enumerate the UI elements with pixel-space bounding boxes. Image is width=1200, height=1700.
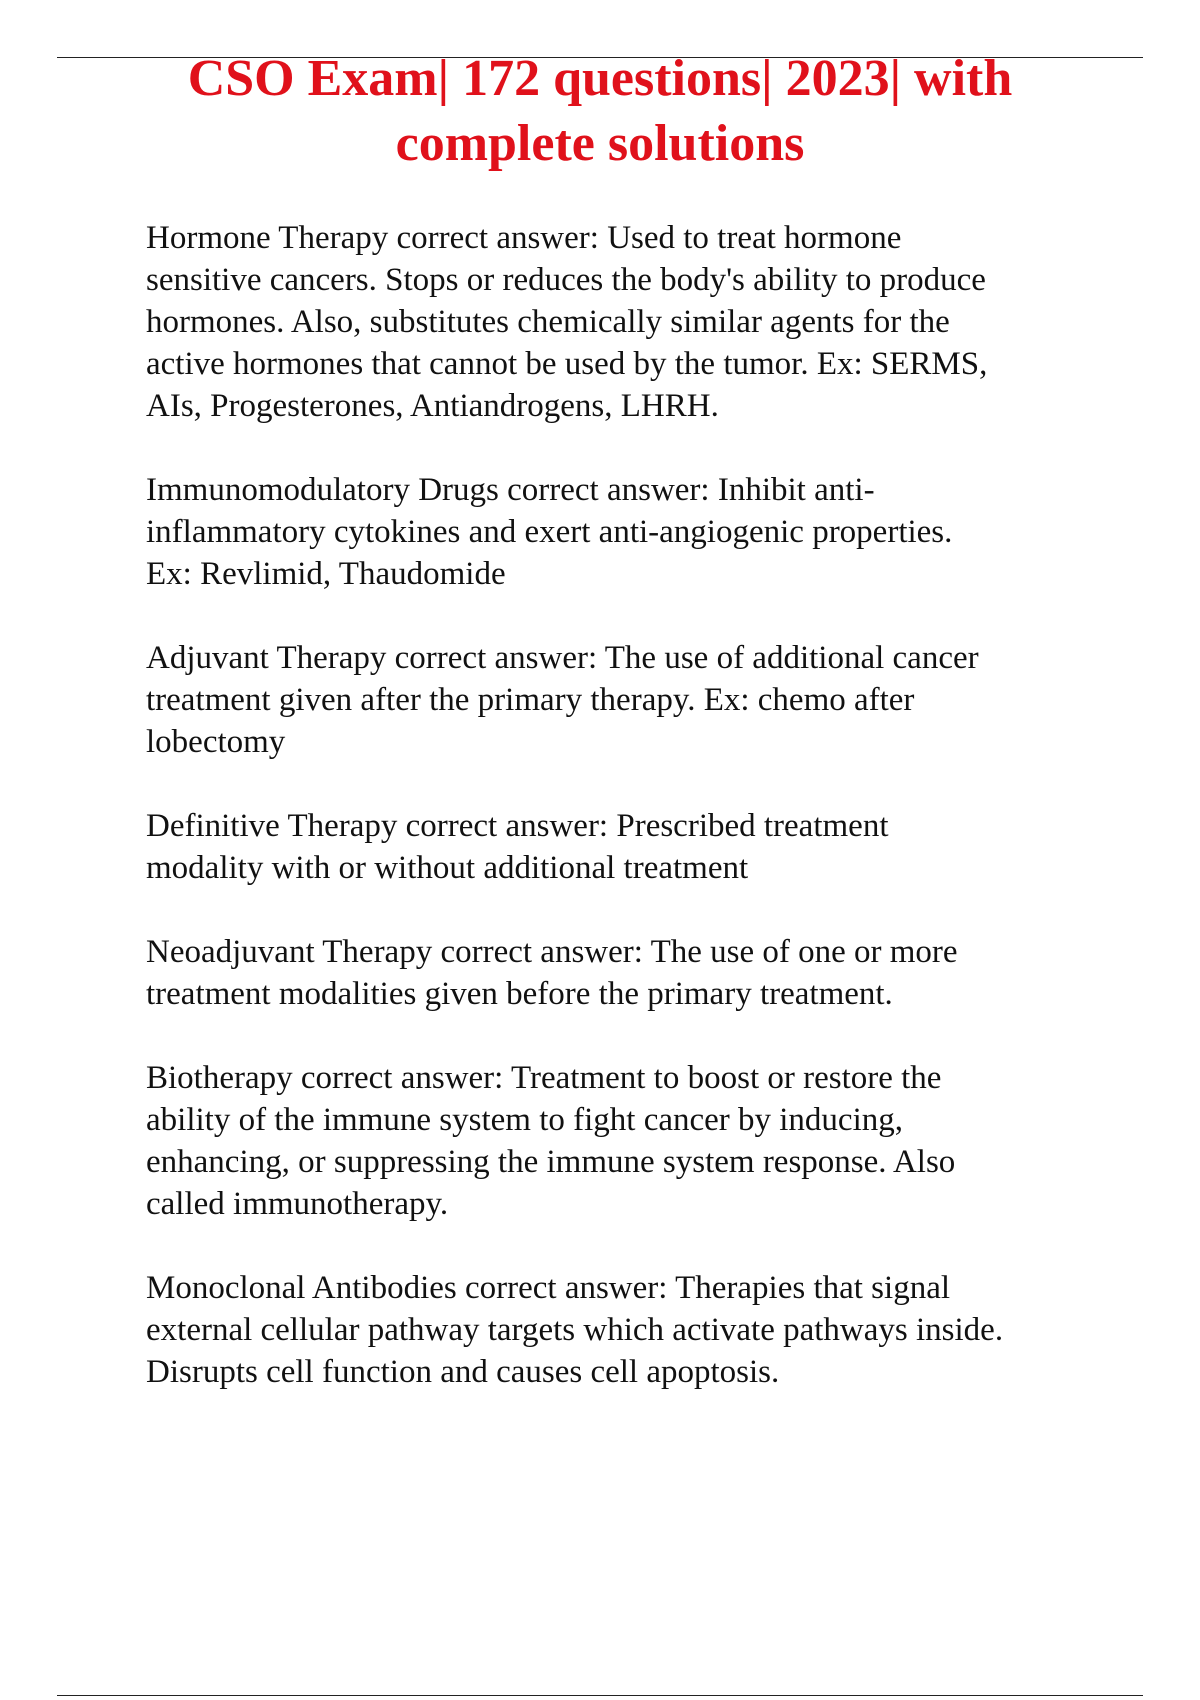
entry-line: Monoclonal Antibodies correct answer: Therapies that signal	[146, 1270, 951, 1306]
question-entry-biotherapy	[146, 1057, 1146, 1225]
question-entry-monoclonal-antibodies	[146, 1267, 1146, 1393]
entry-line: sensitive cancers. Stops or reduces the body's ability to produce	[146, 262, 986, 298]
entry-line: Disrupts cell function and causes cell apoptosis.	[146, 1354, 780, 1390]
question-list	[146, 217, 1146, 1435]
entry-line: Ex: Revlimid, Thaudomide	[146, 556, 506, 592]
question-entry-adjuvant-therapy	[146, 637, 1146, 763]
question-entry-hormone-therapy	[146, 217, 1146, 427]
entry-line: lobectomy	[146, 724, 286, 760]
title-line: CSO Exam| 172 questions| 2023| with	[187, 50, 1013, 107]
entry-line: treatment given after the primary therapy. Ex: chemo after	[146, 682, 915, 718]
entry-line: hormones. Also, substitutes chemically similar agents for the	[146, 304, 950, 340]
title-line: complete solutions	[395, 115, 805, 172]
entry-line: Hormone Therapy correct answer: Used to treat hormone	[146, 220, 902, 256]
page-title	[60, 46, 1140, 176]
entry-line: Immunomodulatory Drugs correct answer: Inhibit anti-	[146, 472, 875, 508]
entry-line: Adjuvant Therapy correct answer: The use of additional cancer	[146, 640, 979, 676]
entry-line: Biotherapy correct answer: Treatment to boost or restore the	[146, 1060, 942, 1096]
entry-line: modality with or without additional treatment	[146, 850, 749, 886]
entry-line: enhancing, or suppressing the immune system response. Also	[146, 1144, 956, 1180]
entry-line: called immunotherapy.	[146, 1186, 449, 1222]
question-entry-immunomodulatory-drugs	[146, 469, 1146, 595]
entry-line: Neoadjuvant Therapy correct answer: The use of one or more	[146, 934, 958, 970]
entry-line: treatment modalities given before the primary treatment.	[146, 976, 893, 1012]
question-entry-definitive-therapy	[146, 805, 1146, 889]
entry-line: active hormones that cannot be used by the tumor. Ex: SERMS,	[146, 346, 988, 382]
entry-line: AIs, Progesterones, Antiandrogens, LHRH.	[146, 388, 719, 424]
entry-line: Definitive Therapy correct answer: Prescribed treatment	[146, 808, 889, 844]
entry-line: external cellular pathway targets which activate pathways inside.	[146, 1312, 1004, 1348]
entry-line: inflammatory cytokines and exert anti-angiogenic properties.	[146, 514, 953, 550]
entry-line: ability of the immune system to fight cancer by inducing,	[146, 1102, 904, 1138]
question-entry-neoadjuvant-therapy	[146, 931, 1146, 1015]
bottom-divider	[57, 1695, 1143, 1696]
